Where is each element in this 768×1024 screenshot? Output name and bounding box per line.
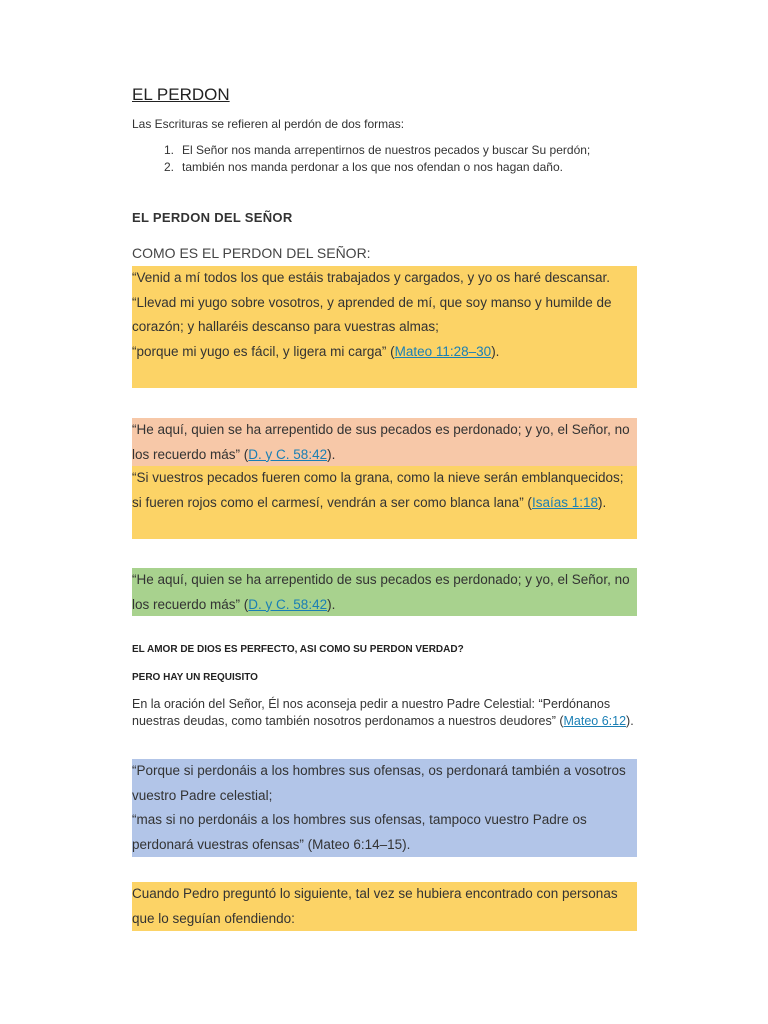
quote-line: “mas si no perdonáis a los hombres sus ofensas, tampoco vuestro Padre os perdonará vuestras ofensas” (Mateo 6:14–15).: [132, 812, 587, 852]
list-item: [132, 159, 590, 176]
quote-box-pedro: [132, 882, 637, 931]
paragraph-oracion: En la oración del Señor, Él nos aconseja pedir a nuestro Padre Celestial: “Perdónanos nuestras deudas, como también nosotros perdonamos a nuestros deudores” (Mateo 6:12).: [132, 697, 634, 728]
heading-requisito: PERO HAY UN REQUISITO: [132, 672, 258, 683]
scripture-link[interactable]: Mateo 11:28–30: [394, 343, 492, 359]
subheading: COMO ES EL PERDON DEL SEÑOR:: [132, 245, 371, 261]
quote-box-mateo-6: [132, 759, 637, 857]
quote-box-isaias-1: [132, 466, 637, 539]
scripture-link[interactable]: D. y C. 58:42: [248, 596, 328, 612]
list-item: [132, 142, 590, 159]
page-title: EL PERDON: [132, 85, 230, 104]
quote-line: “He aquí, quien se ha arrepentido de sus pecados es perdonado; y yo, el Señor, no los recuerdo más” (D. y C. 58:42).: [132, 422, 630, 462]
list-number: 1.: [163, 143, 174, 157]
list-text: también nos manda perdonar a los que nos ofendan o nos hagan daño.: [182, 160, 563, 174]
quote-box-dyc-58-green: [132, 568, 637, 616]
quote-line: “He aquí, quien se ha arrepentido de sus pecados es perdonado; y yo, el Señor, no los recuerdo más” (D. y C. 58:42).: [132, 572, 630, 612]
quote-box-mateo-11: [132, 266, 637, 388]
list-number: 2.: [163, 160, 174, 174]
quote-line: “Venid a mí todos los que estáis trabajados y cargados, y yo os haré descansar.: [132, 270, 611, 285]
quote-line: “porque mi yugo es fácil, y ligera mi carga” (Mateo 11:28–30).: [132, 343, 500, 359]
scripture-link[interactable]: Isaías 1:18: [531, 494, 598, 510]
quote-line: “Si vuestros pecados fueren como la grana, como la nieve serán emblanquecidos; si fueren rojos como el carmesí, vendrán a ser como blanca lana” (Isaías 1:18).: [132, 470, 624, 510]
numbered-list: [132, 142, 590, 176]
list-text: El Señor nos manda arrepentirnos de nuestros pecados y buscar Su perdón;: [182, 143, 591, 157]
scripture-link[interactable]: Mateo 6:12: [563, 713, 627, 728]
quote-line: “Porque si perdonáis a los hombres sus ofensas, os perdonará también a vosotros vuestro Padre celestial;: [132, 763, 626, 803]
section-heading: EL PERDON DEL SEÑOR: [132, 210, 293, 225]
intro-text: Las Escrituras se refieren al perdón de dos formas:: [132, 117, 405, 131]
quote-line: Cuando Pedro preguntó lo siguiente, tal vez se hubiera encontrado con personas que lo seguían ofendiendo:: [132, 886, 618, 926]
heading-amor: EL AMOR DE DIOS ES PERFECTO, ASI COMO SU PERDON VERDAD?: [132, 644, 464, 655]
quote-line: “Llevad mi yugo sobre vosotros, y aprended de mí, que soy manso y humilde de corazón; y hallaréis descanso para vuestras almas;: [132, 294, 612, 335]
quote-box-dyc-58-salmon: [132, 418, 637, 466]
scripture-link[interactable]: D. y C. 58:42: [248, 446, 328, 462]
